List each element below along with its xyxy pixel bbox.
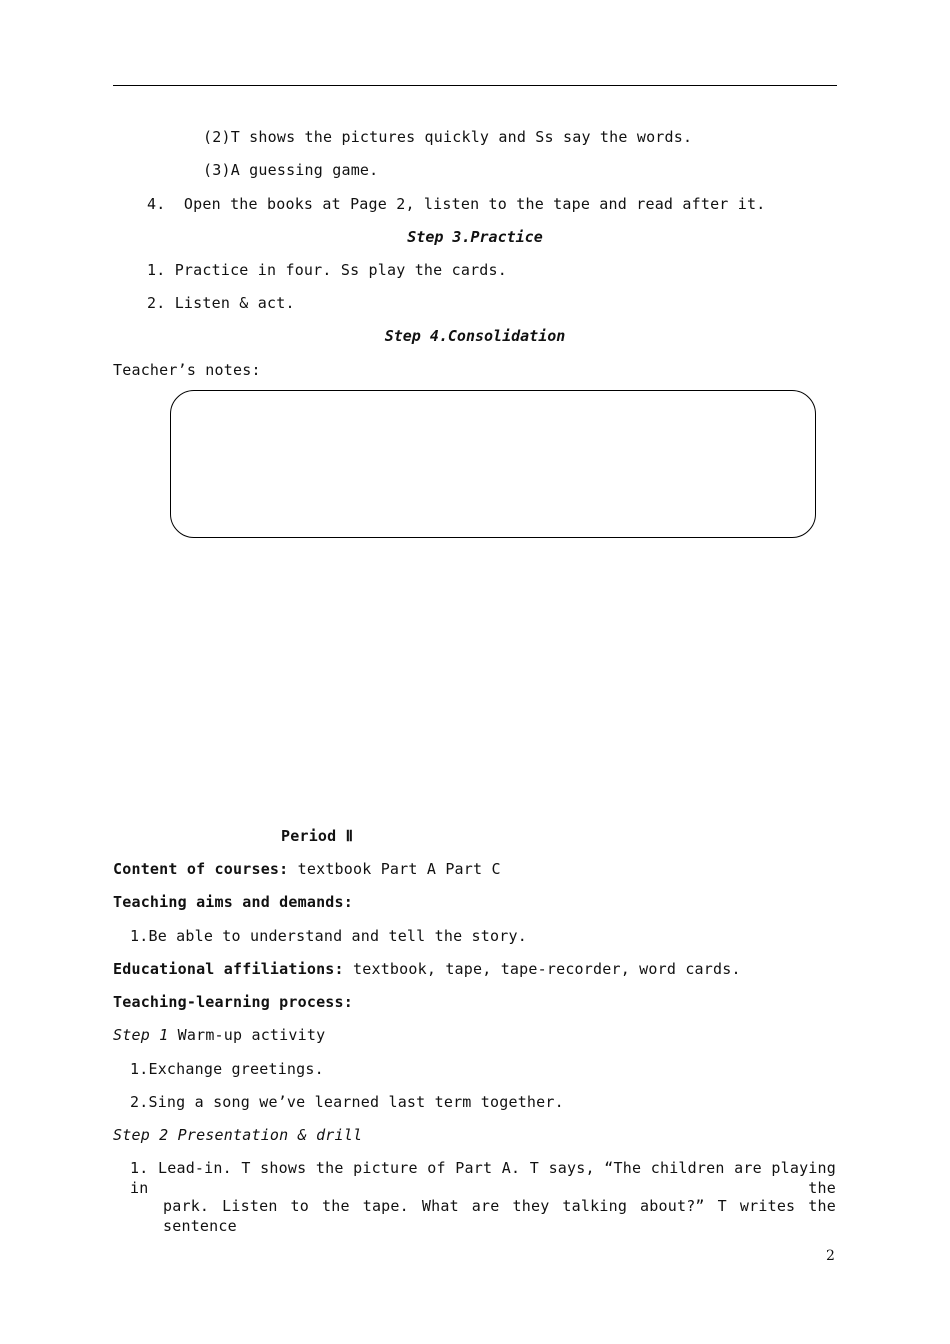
aims-item-1: 1.Be able to understand and tell the story.: [130, 927, 527, 945]
teachers-notes-box[interactable]: [170, 390, 816, 538]
step1-label: Step 1: [113, 1026, 169, 1044]
step-item-2: (2)T shows the pictures quickly and Ss say the words.: [203, 128, 693, 146]
content-of-courses: [113, 859, 501, 879]
teachers-notes-label: Teacher’s notes:: [113, 361, 261, 379]
affiliations-value: textbook, tape, tape-recorder, word cards.: [343, 960, 741, 978]
step3-item-2: 2. Listen & act.: [147, 294, 295, 312]
content-value: textbook Part A Part C: [288, 860, 501, 878]
aims-heading: Teaching aims and demands:: [113, 893, 353, 911]
period-title: Period Ⅱ: [281, 827, 354, 845]
step1-item-2: 2.Sing a song we’ve learned last term together.: [130, 1093, 564, 1111]
content-label: Content of courses:: [113, 860, 289, 878]
page-number: 2: [826, 1248, 835, 1264]
step2-item-1-line-2: park. Listen to the tape. What are they talking about?” T writes the sentence: [163, 1197, 836, 1235]
step2-heading: Step 2 Presentation & drill: [113, 1126, 363, 1144]
step4-heading: Step 4.Consolidation: [384, 327, 566, 345]
step1-item-1: 1.Exchange greetings.: [130, 1060, 324, 1078]
header-rule: [113, 85, 837, 86]
step-item-3: (3)A guessing game.: [203, 161, 379, 179]
step1-line: [113, 1025, 325, 1045]
educational-affiliations: [113, 959, 741, 979]
step3-item-1: 1. Practice in four. Ss play the cards.: [147, 261, 507, 279]
affiliations-label: Educational affiliations:: [113, 960, 344, 978]
step3-heading: Step 3.Practice: [407, 228, 543, 246]
step-item-4: 4. Open the books at Page 2, listen to the tape and read after it.: [147, 195, 766, 213]
step1-value: Warm-up activity: [168, 1026, 326, 1044]
process-heading: Teaching-learning process:: [113, 993, 353, 1011]
step2-item-1-line-1: 1. Lead-in. T shows the picture of Part A. T says, “The children are playing in the: [130, 1159, 836, 1197]
